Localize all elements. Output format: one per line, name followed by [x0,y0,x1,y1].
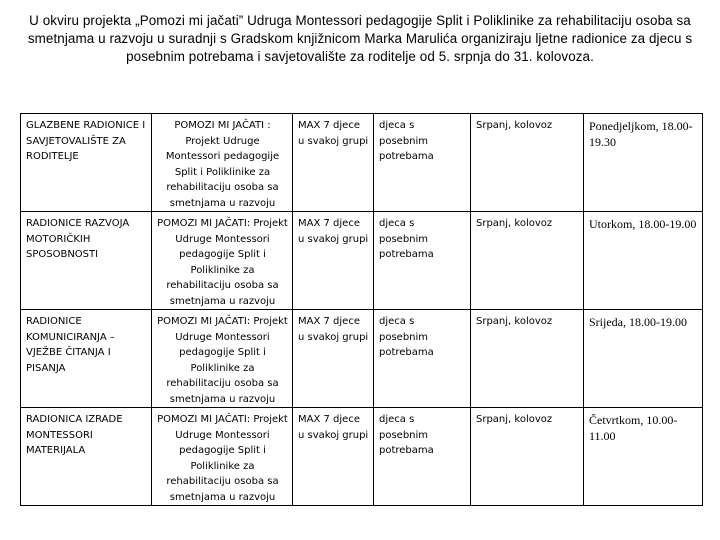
audience-cell: djeca s posebnim potrebama [374,310,471,408]
audience-cell: djeca s posebnim potrebama [374,408,471,506]
time-cell: Utorkom, 18.00-19.00 [584,212,703,310]
project-cell: POMOZI MI JAČATI: Projekt Udruge Montessori pedagogije Split i Poliklinike za rehabilitaciju osoba sa smetnjama u razvoju [152,408,293,506]
months-cell: Srpanj, kolovoz [471,212,584,310]
table-row [21,310,703,408]
time-cell: Četvrtkom, 10.00-11.00 [584,408,703,506]
workshop-schedule-table [20,113,703,506]
capacity-cell: MAX 7 djece u svakoj grupi [293,212,374,310]
months-cell: Srpanj, kolovoz [471,310,584,408]
table-row [21,408,703,506]
time-cell: Srijeda, 18.00-19.00 [584,310,703,408]
capacity-cell: MAX 7 djece u svakoj grupi [293,408,374,506]
time-cell: Ponedjeljkom, 18.00-19.30 [584,114,703,212]
project-cell: POMOZI MI JAČATI: Projekt Udruge Montessori pedagogije Split i Poliklinike za rehabilitaciju osoba sa smetnjama u razvoju [152,310,293,408]
workshop-name-cell: RADIONICE KOMUNICIRANJA – VJEŽBE ČITANJA I PISANJA [21,310,152,408]
audience-cell: djeca s posebnim potrebama [374,212,471,310]
table-row [21,212,703,310]
workshop-name-cell: GLAZBENE RADIONICE I SAVJETOVALIŠTE ZA RODITELJE [21,114,152,212]
months-cell: Srpanj, kolovoz [471,114,584,212]
workshop-name-cell: RADIONICE RAZVOJA MOTORIČKIH SPOSOBNOSTI [21,212,152,310]
months-cell: Srpanj, kolovoz [471,408,584,506]
project-cell: POMOZI MI JAČATI : Projekt Udruge Montessori pedagogije Split i Poliklinike za rehabilitaciju osoba sa smetnjama u razvoju [152,114,293,212]
capacity-cell: MAX 7 djece u svakoj grupi [293,310,374,408]
project-cell: POMOZI MI JAČATI: Projekt Udruge Montessori pedagogije Split i Poliklinike za rehabilitaciju osoba sa smetnjama u razvoju [152,212,293,310]
capacity-cell: MAX 7 djece u svakoj grupi [293,114,374,212]
workshop-name-cell: RADIONICA IZRADE MONTESSORI MATERIJALA [21,408,152,506]
audience-cell: djeca s posebnim potrebama [374,114,471,212]
intro-paragraph: U okviru projekta „Pomozi mi jačati” Udruga Montessori pedagogije Split i Poliklinike za rehabilitaciju osoba sa smetnjama u razvoju u suradnji s Gradskom knjižnicom Marka Marulića organiziraju ljetne radionice za djecu s posebnim potrebama i savjetovalište za roditelje od 5. srpnja do 31. kolovoza. [27,13,693,64]
table-row [21,114,703,212]
